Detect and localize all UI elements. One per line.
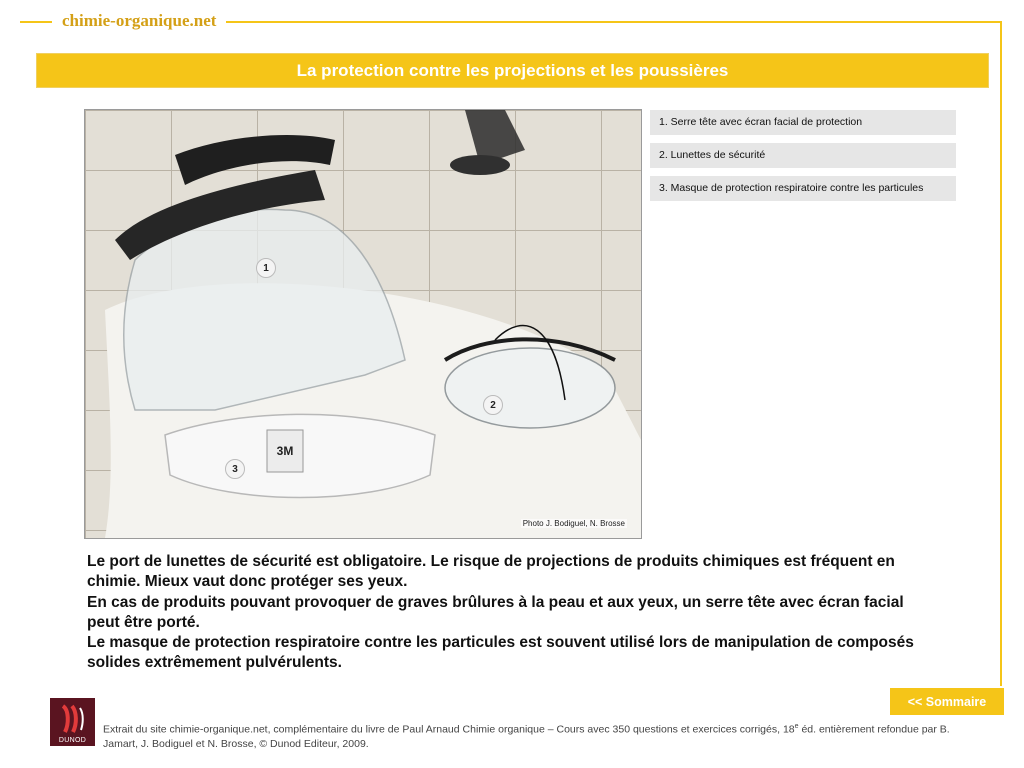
dunod-logo-text: DUNOD: [58, 737, 87, 744]
photo-credit: Photo J. Bodiguel, N. Brosse: [522, 519, 625, 528]
paragraph: Le port de lunettes de sécurité est obligatoire. Le risque de projections de produits chimiques est fréquent en chimie. Mieux vaut donc protéger ses yeux.: [87, 553, 895, 591]
footer-text-superscript: e: [794, 723, 799, 730]
safety-glasses: [445, 348, 615, 428]
page-title: La protection contre les projections et les poussières: [296, 60, 729, 80]
photo-illustration: [85, 110, 641, 538]
mask-brand-text: 3M: [276, 444, 294, 458]
paragraph: Le masque de protection respiratoire contre les particules est souvent utilisé lors de manipulation de composés solides extrêmement pulvérulents.: [87, 634, 914, 672]
footer-text-main: Extrait du site chimie-organique.net, complémentaire du livre de Paul Arnaud Chimie organique – Cours avec 350 questions et exercices corrigés, 18: [103, 723, 795, 736]
footer-text: [103, 720, 983, 751]
marker-2: 2: [483, 395, 503, 415]
footer-text-end: éd. entièrement refondue par B. Jamart, J. Bodiguel et N. Brosse, © Dunod Editeur, 2009.: [103, 723, 950, 750]
dunod-logo-mark: [59, 704, 85, 734]
sommaire-button[interactable]: << Sommaire: [890, 688, 1004, 715]
header-bar: [36, 53, 989, 88]
dunod-logo: [50, 698, 95, 746]
safety-equipment-photo: [84, 109, 642, 539]
legend-item: 1. Serre tête avec écran facial de protection: [650, 110, 956, 135]
legend-item: 2. Lunettes de sécurité: [650, 143, 956, 168]
legend: [650, 110, 956, 209]
legend-item: 3. Masque de protection respiratoire contre les particules: [650, 176, 956, 201]
lab-stand-base: [450, 155, 510, 175]
body-text: [87, 552, 927, 674]
paragraph: En cas de produits pouvant provoquer de graves brûlures à la peau et aux yeux, un serre tête avec écran facial peut être porté.: [87, 593, 904, 631]
site-title: chimie-organique.net: [52, 10, 226, 32]
marker-1: 1: [256, 258, 276, 278]
marker-3: 3: [225, 459, 245, 479]
